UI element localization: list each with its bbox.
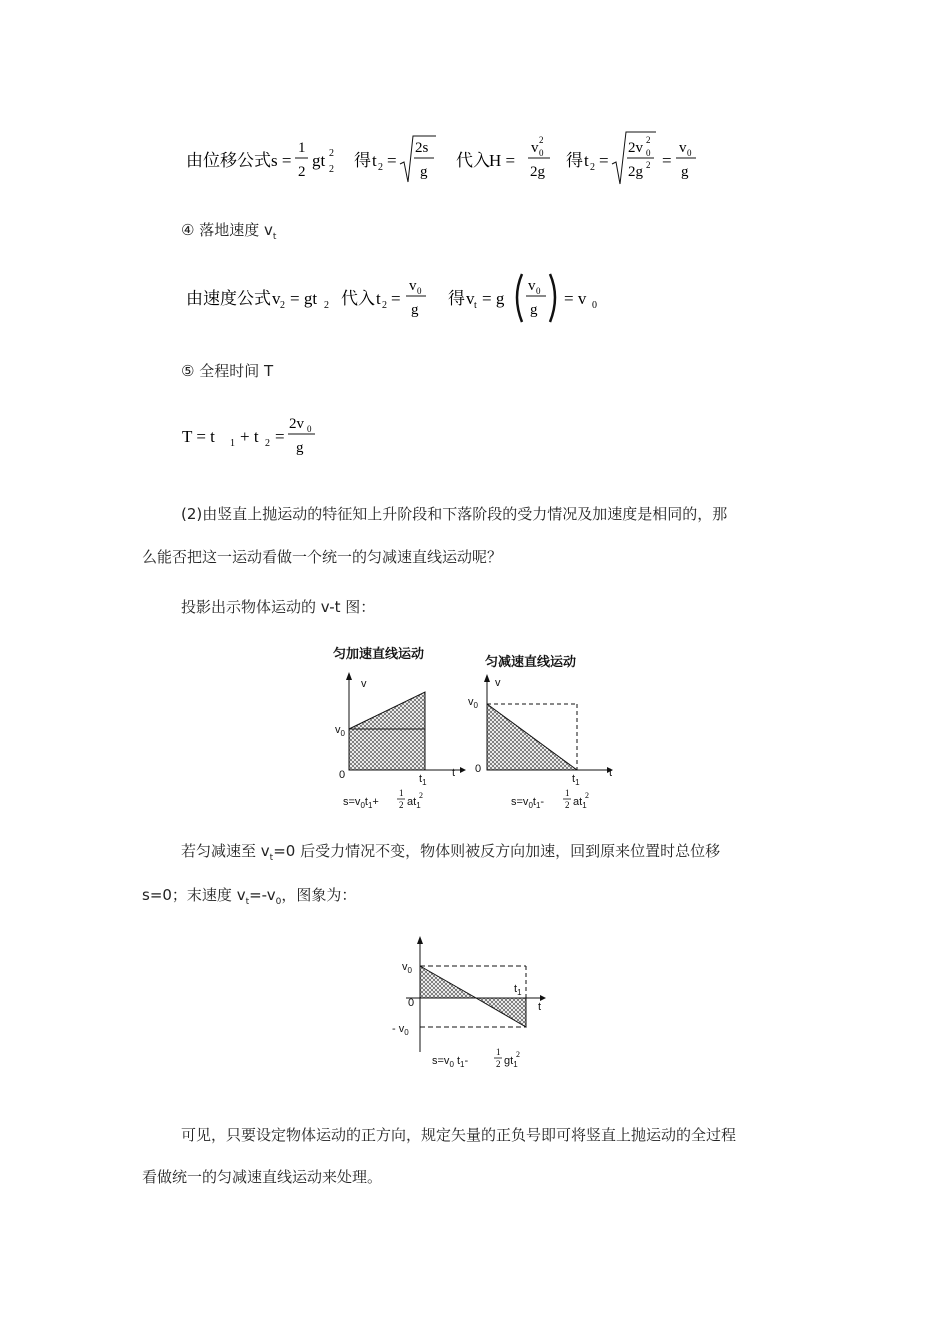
formula1-dairu: 代入 [456,151,490,170]
formula1-half-den: 2 [298,164,306,180]
item4-heading: ④ 落地速度 $v_t$ [181,221,277,242]
formula1-H: H = [489,151,516,170]
svg-text:=: = [387,151,397,170]
velocity-formula [186,266,626,330]
formula1-t2: t [372,151,377,170]
svg-text:=: = [391,289,401,308]
fig2-caption: $s=v_0$ $t_1-$ [432,1055,469,1069]
svg-text:1: 1 [230,438,235,449]
formula1-sup: 2 [329,148,334,159]
svg-text:0: 0 [646,148,651,158]
svg-text:t: t [474,300,477,311]
svg-text:v: v [272,289,281,308]
right-t1-label: $t_1$ [572,773,580,787]
vt-graphs-svg [325,642,625,814]
svg-text:2: 2 [590,162,595,173]
left-graph-title: 匀加速直线运动 [333,647,425,662]
formula1-half-num: 1 [298,140,306,156]
velocity-formula-svg [186,266,626,330]
svg-text:g: g [296,440,304,456]
svg-text:2v: 2v [289,416,304,432]
paragraph-1-line-2: 么能否把这一运动看做一个统一的匀减速直线运动呢？ [142,548,503,566]
svg-text:1: 1 [565,788,570,798]
svg-text:0: 0 [417,286,422,296]
paragraph-2: 投影出示物体运动的 v-t 图： [181,598,376,616]
svg-text:0: 0 [687,148,692,158]
svg-text:0: 0 [307,424,312,434]
right-v0-label: $v_0$ [468,696,478,710]
fig2-positive-area [420,966,476,998]
svg-text:得: 得 [448,289,465,308]
reversal-vt-svg [388,930,558,1080]
left-v0-label: $v_0$ [335,724,345,738]
formula1-s: s = [271,151,292,170]
svg-text:= v: = v [564,289,587,308]
right-t-label: t [609,767,613,779]
right-caption: $s=v_0t_1-$ [511,796,545,810]
svg-text:2: 2 [585,791,589,800]
svg-text:=: = [662,151,672,170]
item5-heading: ⑤ 全程时间 T [181,362,274,380]
formula1-de2: 得 [566,151,583,170]
right-v-label: v [495,677,501,689]
fig2-t-label: t [538,1001,542,1013]
formula1-de: 得 [354,151,371,170]
total-time-formula-svg [182,406,342,466]
svg-text:t: t [584,151,589,170]
svg-text:2: 2 [539,135,544,145]
svg-text:2: 2 [516,1050,520,1059]
formula1-sub: 2 [329,164,334,175]
svg-text:2: 2 [646,160,651,170]
svg-text:v: v [531,140,539,156]
svg-text:0: 0 [539,148,544,158]
left-caption: $s=v_0t_1+$ [343,796,379,810]
svg-text:= gt: = gt [290,289,318,308]
svg-text:2: 2 [265,438,270,449]
reversal-vt-figure [388,930,558,1080]
svg-text:at1: $at_1$ [407,796,421,810]
svg-text:1: 1 [496,1047,501,1057]
fig2-neg-v0-label: - $v_0$ [392,1023,409,1037]
svg-text:= g: = g [482,289,505,308]
svg-text:g: g [681,164,689,180]
svg-text:v: v [679,140,687,156]
paragraph-3-line-2: s=0；末速度 $v_t=-v_0$，图象为： [142,886,357,907]
svg-text:g: g [411,302,419,318]
paragraph-1-line-1: (2)由竖直上抛运动的特征知上升阶段和下落阶段的受力情况及加速度是相同的，那 [181,505,728,523]
svg-text:t: t [376,289,381,308]
svg-text:2: 2 [419,791,423,800]
left-t-label: t [452,767,456,779]
displacement-formula [186,128,726,190]
fig2-origin-label: 0 [408,997,415,1009]
left-shaded-area [349,692,425,770]
svg-text:0: 0 [592,300,597,311]
svg-text:2v: 2v [628,140,643,156]
svg-text:v: v [409,278,417,294]
svg-text:由速度公式: 由速度公式 [186,289,271,308]
formula1-gt: gt [312,151,326,170]
svg-text:2: 2 [280,300,285,311]
svg-text:gt1: $gt_1$ [504,1055,518,1069]
displacement-formula-svg [186,128,726,190]
svg-text:代入: 代入 [341,289,375,308]
vt-graphs-figure [325,642,625,814]
fig2-t1-label: $t_1$ [514,983,522,997]
formula1-2g: 2g [530,164,545,180]
fig2-negative-area [476,998,526,1027]
paragraph-4-line-2: 看做统一的匀减速直线运动来处理。 [142,1168,383,1186]
svg-text:2: 2 [646,135,651,145]
right-origin-label: 0 [475,763,482,775]
paragraph-4-line-1: 可见，只要设定物体运动的正方向，规定矢量的正负号即可将竖直上抛运动的全过程 [181,1126,737,1144]
formula1-lead: 由位移公式 [186,151,271,170]
svg-text:1: 1 [399,788,404,798]
svg-text:2: 2 [399,800,404,810]
left-t1-label: $t_1$ [419,773,427,787]
svg-text:2g: 2g [628,164,643,180]
svg-text:v: v [466,289,475,308]
svg-text:=: = [599,151,609,170]
svg-text:T = t: T = t [182,427,215,446]
svg-text:g: g [530,302,538,318]
formula1-sqrt-den: g [420,164,428,180]
svg-text:2: 2 [496,1059,501,1069]
svg-text:+ t: + t [240,427,259,446]
svg-text:2: 2 [378,162,383,173]
svg-text:at1: $at_1$ [573,796,587,810]
formula1-sqrt-num: 2s [415,140,429,156]
svg-text:=: = [275,427,285,446]
svg-text:v: v [528,278,536,294]
right-shaded-area [487,704,577,770]
left-origin-label: 0 [339,769,346,781]
svg-text:0: 0 [536,286,541,296]
total-time-formula [182,406,342,466]
paragraph-3-line-1: 若匀减速至 $v_t=0$ 后受力情况不变，物体则被反方向加速，回到原来位置时总位移 [181,842,721,863]
svg-text:2: 2 [382,300,387,311]
fig2-v0-label: $v_0$ [402,961,412,975]
svg-text:2: 2 [324,300,329,311]
left-v-label: v [361,678,367,690]
right-graph-title: 匀减速直线运动 [485,655,577,670]
svg-text:2: 2 [565,800,570,810]
